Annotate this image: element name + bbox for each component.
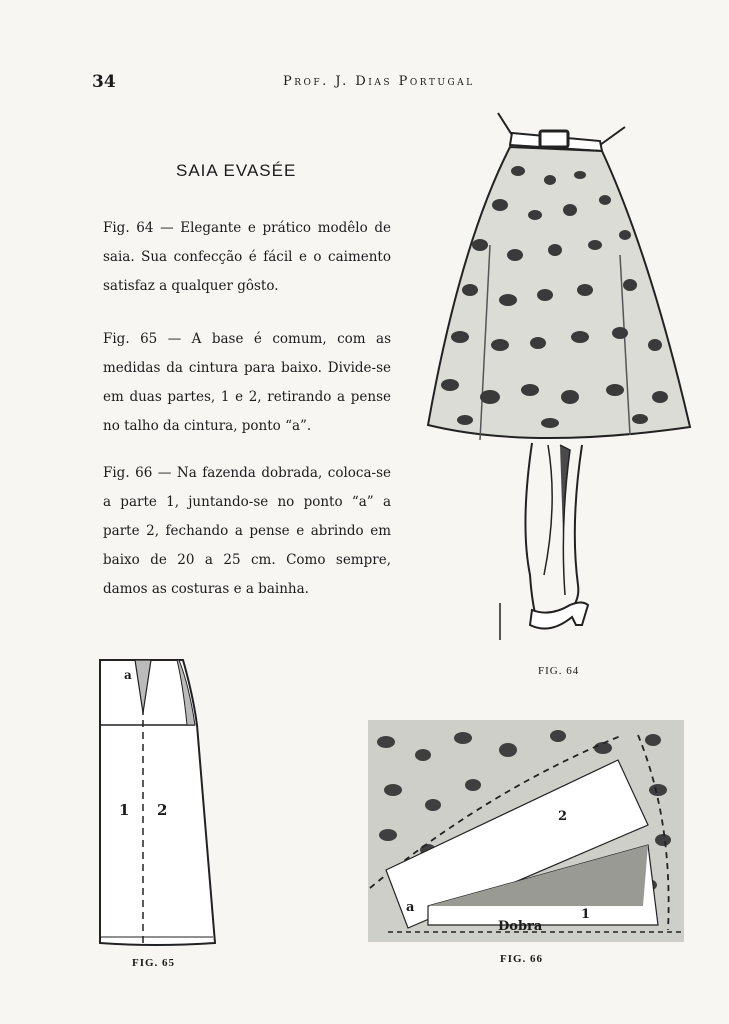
fig-65-pattern-diagram [95,655,215,950]
fig-65-part-1: 1 [119,801,130,819]
fig-66-caption: FIG. 66 [500,953,544,965]
paragraph-fig-64: Fig. 64 — Elegante e prático modêlo de saia. Sua confecção é fácil e o caimento satisfaz a qualquer gôsto. [103,220,391,294]
article-title: SAIA EVASÉE [176,161,297,180]
belt-buckle-icon [540,131,568,147]
paragraph-fig-65: Fig. 65 — A base é comum, com as medidas da cintura para baixo. Divide-se em duas partes, 1 e 2, retirando a pense no talho da cintura, ponto “a”. [103,331,391,434]
fig-66-part-2: 2 [558,809,568,824]
page-number: 34 [92,72,116,92]
fig-65-part-2: 2 [157,801,168,819]
fig-66-point-a: a [406,900,415,915]
fig-65-caption: FIG. 65 [132,957,176,969]
fig-65-point-a: a [124,668,132,682]
fig-64-skirt-illustration [420,105,710,650]
fig-66-fold-label: Dobra [498,919,543,934]
fig-66-fabric-layout [368,720,684,942]
fig-66-part-1: 1 [581,907,591,922]
fig-64-caption: FIG. 64 [538,665,580,677]
paragraph-fig-66: Fig. 66 — Na fazenda dobrada, coloca-se a parte 1, juntando-se no ponto “a” a parte 2, fechando a pense e abrindo em baixo de 20 a 25 cm. Como sempre, damos as costuras e a bainha. [103,465,391,597]
running-head: Prof. J. Dias Portugal [283,74,475,89]
